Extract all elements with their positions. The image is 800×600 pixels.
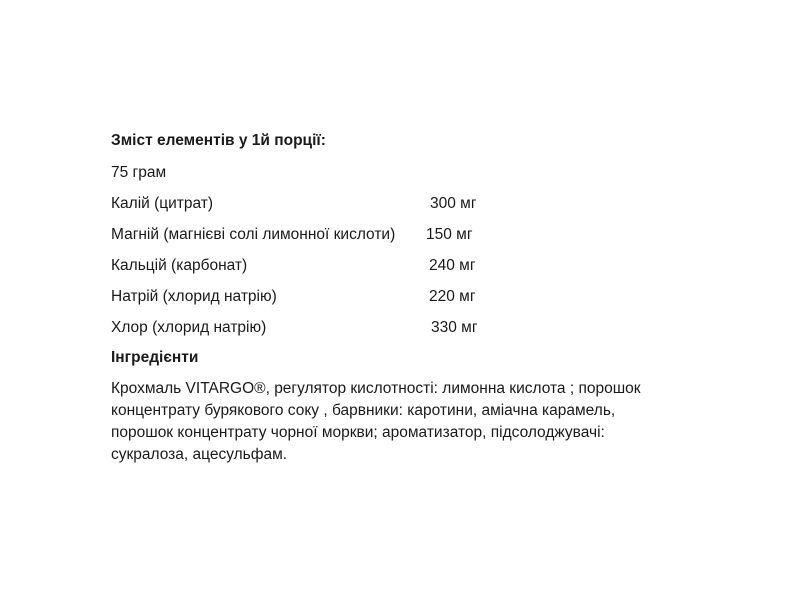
nutrient-name: Магній (магнієві солі лимонної кислоти) [111, 226, 396, 243]
nutrient-row [111, 288, 751, 308]
nutrient-row [111, 257, 751, 277]
nutrient-name: Натрій (хлорид натрію) [111, 288, 277, 305]
nutrient-name: Калій (цитрат) [111, 195, 214, 212]
nutrient-amount: 150 мг [426, 226, 473, 243]
ingredients-line: концентрату бурякового соку , барвники: каротини, аміачна карамель, [111, 402, 616, 419]
ingredients-line: сукралоза, ацесульфам. [111, 446, 288, 463]
ingredients-line: Крохмаль VITARGO®, регулятор кислотності: лимонна кислота ; порошок [111, 380, 641, 397]
nutrient-amount: 240 мг [429, 257, 476, 274]
ingredients-line: порошок концентрату чорної моркви; ароматизатор, підсолоджувачі: [111, 424, 605, 441]
nutrient-row [111, 319, 751, 339]
nutrient-row [111, 226, 751, 246]
nutrient-name: Хлор (хлорид натрію) [111, 319, 267, 336]
nutrient-amount: 220 мг [429, 288, 476, 305]
ingredients-text [111, 378, 731, 466]
nutrient-amount: 330 мг [431, 319, 478, 336]
nutrient-name: Кальцій (карбонат) [111, 257, 248, 274]
nutrient-row [111, 195, 751, 215]
composition-heading: Зміст елементів у 1й порції: [111, 132, 326, 149]
serving-size: 75 грам [111, 164, 167, 181]
ingredients-heading: Інгредієнти [111, 349, 199, 366]
nutrient-amount: 300 мг [430, 195, 477, 212]
